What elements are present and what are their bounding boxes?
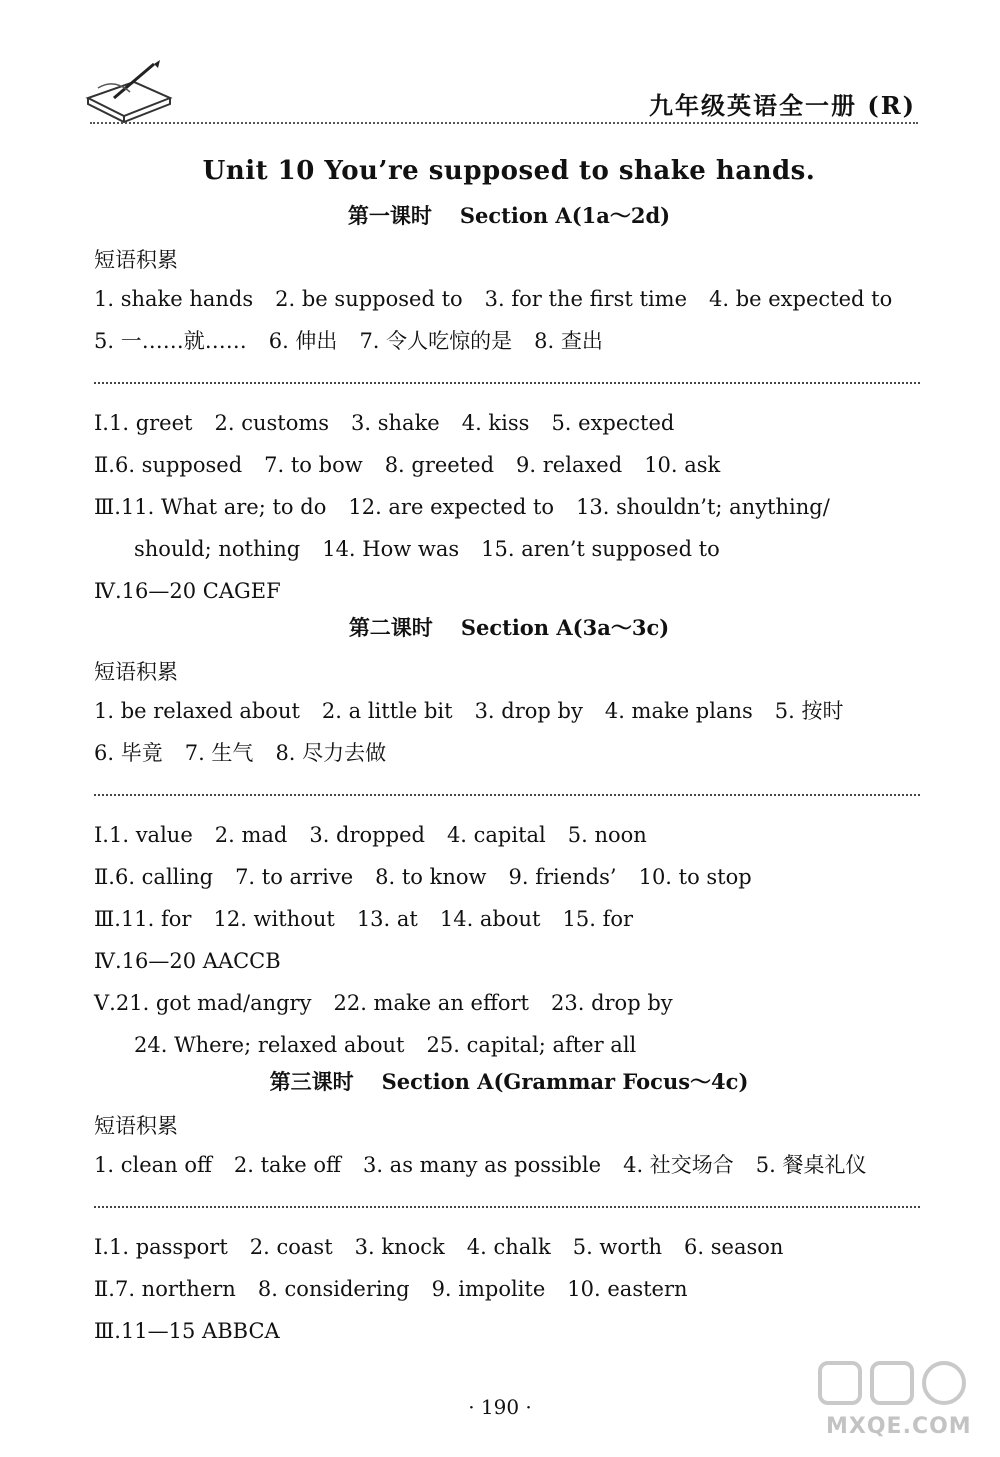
exercise-number: Ⅰ. bbox=[94, 411, 109, 435]
watermark-logo-icon bbox=[810, 1355, 980, 1415]
pen-and-book-logo-icon bbox=[84, 58, 174, 128]
phrase-item: 3. as many as possible bbox=[362, 1153, 602, 1177]
answer-item: 1. greet bbox=[108, 411, 193, 435]
exercise-number: Ⅱ. bbox=[94, 453, 115, 477]
phrase-item: 3. drop by bbox=[474, 699, 583, 723]
lessons-container bbox=[94, 200, 924, 1352]
answer-item: 6. supposed bbox=[114, 453, 243, 477]
answer-item: 8. considering bbox=[257, 1277, 410, 1301]
phrase-line bbox=[94, 690, 924, 732]
page-header bbox=[0, 0, 1000, 140]
exercise-number: Ⅴ. bbox=[94, 991, 116, 1015]
answer-item: 11—15 ABBCA bbox=[120, 1319, 280, 1343]
lesson-title-cn: 第三课时 bbox=[269, 1069, 354, 1094]
answer-item: 2. mad bbox=[214, 823, 288, 847]
site-watermark bbox=[810, 1355, 980, 1445]
lesson-title bbox=[94, 200, 924, 230]
phrase-item: 7. 令人吃惊的是 bbox=[359, 329, 513, 353]
exercise-number: Ⅳ. bbox=[94, 579, 122, 603]
phrase-item: 4. 社交场合 bbox=[623, 1153, 734, 1177]
dotted-separator bbox=[94, 794, 920, 796]
exercise-number: Ⅱ. bbox=[94, 1277, 115, 1301]
dotted-separator bbox=[94, 382, 920, 384]
answer-item: 1. passport bbox=[108, 1235, 228, 1259]
answer-item: 5. noon bbox=[567, 823, 647, 847]
answer-item: 3. shake bbox=[351, 411, 440, 435]
answer-item: 10. ask bbox=[644, 453, 721, 477]
answer-item: 8. greeted bbox=[384, 453, 495, 477]
phrase-item: 2. a little bit bbox=[321, 699, 453, 723]
phrase-item: 7. 生气 bbox=[184, 741, 254, 765]
header-divider bbox=[90, 122, 918, 124]
phrase-item: 2. take off bbox=[233, 1153, 341, 1177]
phrase-section-label: 短语积累 bbox=[94, 248, 178, 272]
answer-item: 23. drop by bbox=[551, 991, 673, 1015]
answer-item: 6. calling bbox=[114, 865, 214, 889]
phrase-section-label: 短语积累 bbox=[94, 660, 178, 684]
answer-item: 21. got mad/angry bbox=[115, 991, 312, 1015]
phrase-item: 5. 按时 bbox=[774, 699, 844, 723]
exercise-line bbox=[94, 528, 924, 570]
book-title: 九年级英语全一册 (R) bbox=[648, 91, 916, 120]
dotted-separator bbox=[94, 1206, 920, 1208]
phrase-item: 6. 毕竟 bbox=[94, 741, 163, 765]
answer-item: 1. value bbox=[108, 823, 193, 847]
answer-item: 14. How was bbox=[322, 537, 460, 561]
exercise-line bbox=[94, 402, 924, 444]
exercise-line bbox=[94, 1310, 924, 1352]
answer-item: 2. coast bbox=[249, 1235, 333, 1259]
answer-item: 10. eastern bbox=[567, 1277, 688, 1301]
exercise-line bbox=[94, 444, 924, 486]
phrase-item: 1. shake hands bbox=[94, 287, 254, 311]
exercise-line bbox=[94, 1226, 924, 1268]
exercise-number: Ⅳ. bbox=[94, 949, 122, 973]
lesson-title-en: Section A(Grammar Focus～4c) bbox=[381, 1069, 749, 1094]
answer-item: 4. kiss bbox=[461, 411, 530, 435]
answer-item: 15. aren’t supposed to bbox=[481, 537, 720, 561]
answer-item: 4. capital bbox=[446, 823, 546, 847]
phrase-item: 4. be expected to bbox=[709, 287, 893, 311]
phrase-item: 1. be relaxed about bbox=[94, 699, 300, 723]
exercise-line bbox=[94, 1024, 924, 1066]
phrase-line bbox=[94, 278, 924, 320]
exercise-line bbox=[94, 570, 924, 612]
answer-item: 9. friends’ bbox=[508, 865, 617, 889]
phrase-item: 5. 餐桌礼仪 bbox=[755, 1153, 867, 1177]
answer-item: 14. about bbox=[439, 907, 541, 931]
answer-item: 8. to know bbox=[375, 865, 487, 889]
exercise-line bbox=[94, 1268, 924, 1310]
answer-item: 11. for bbox=[120, 907, 192, 931]
lesson-title bbox=[94, 612, 924, 642]
answer-item: 12. without bbox=[213, 907, 335, 931]
answer-item: 7. to bow bbox=[264, 453, 363, 477]
answer-item: 3. knock bbox=[354, 1235, 445, 1259]
answer-item: 11. What are; to do bbox=[120, 495, 327, 519]
lesson-title-en: Section A(1a～2d) bbox=[459, 203, 671, 228]
phrase-section-label: 短语积累 bbox=[94, 1114, 178, 1138]
lesson-title-en: Section A(3a～3c) bbox=[460, 615, 670, 640]
answer-content bbox=[94, 150, 924, 1352]
phrase-item: 8. 查出 bbox=[534, 329, 603, 353]
answer-item: 5. worth bbox=[572, 1235, 663, 1259]
exercise-line bbox=[94, 486, 924, 528]
unit-title: Unit 10 You’re supposed to shake hands. bbox=[202, 156, 816, 186]
answer-item: 22. make an effort bbox=[333, 991, 529, 1015]
phrase-line bbox=[94, 732, 924, 774]
lesson-title bbox=[94, 1066, 924, 1096]
answer-item: 2. customs bbox=[214, 411, 330, 435]
answer-item: 3. dropped bbox=[309, 823, 425, 847]
answer-item: 16—20 CAGEF bbox=[121, 579, 281, 603]
page-number: · 190 · bbox=[468, 1395, 532, 1419]
exercise-line bbox=[94, 856, 924, 898]
phrase-item: 5. 一……就…… bbox=[94, 329, 247, 353]
answer-item: should; nothing bbox=[134, 537, 301, 561]
phrase-item: 4. make plans bbox=[604, 699, 753, 723]
exercise-number: Ⅲ. bbox=[94, 907, 121, 931]
phrase-item: 2. be supposed to bbox=[275, 287, 463, 311]
exercise-number: Ⅲ. bbox=[94, 495, 121, 519]
lesson-title-cn: 第二课时 bbox=[348, 615, 433, 640]
exercise-number: Ⅰ. bbox=[94, 1235, 109, 1259]
answer-item: 12. are expected to bbox=[348, 495, 555, 519]
exercise-number: Ⅰ. bbox=[94, 823, 109, 847]
exercise-number: Ⅱ. bbox=[94, 865, 115, 889]
answer-item: 16—20 AACCB bbox=[121, 949, 281, 973]
answer-item: 10. to stop bbox=[638, 865, 752, 889]
watermark-text: MXQE.COM bbox=[826, 1414, 972, 1439]
phrase-item: 8. 尽力去做 bbox=[275, 741, 387, 765]
answer-item: 13. shouldn’t; anything/ bbox=[576, 495, 830, 519]
answer-item: 7. northern bbox=[114, 1277, 236, 1301]
answer-item: 13. at bbox=[356, 907, 418, 931]
answer-item: 6. season bbox=[684, 1235, 784, 1259]
answer-item: 5. expected bbox=[551, 411, 675, 435]
phrase-line bbox=[94, 1144, 924, 1186]
exercise-line bbox=[94, 982, 924, 1024]
phrase-item: 6. 伸出 bbox=[268, 329, 338, 353]
phrase-item: 1. clean off bbox=[94, 1153, 212, 1177]
phrase-item: 3. for the first time bbox=[484, 287, 687, 311]
exercise-line bbox=[94, 814, 924, 856]
answer-item: 9. impolite bbox=[431, 1277, 546, 1301]
lesson-title-cn: 第一课时 bbox=[347, 203, 432, 228]
answer-item: 9. relaxed bbox=[516, 453, 623, 477]
answer-item: 25. capital; after all bbox=[426, 1033, 637, 1057]
answer-item: 7. to arrive bbox=[235, 865, 354, 889]
exercise-line bbox=[94, 940, 924, 982]
answer-item: 4. chalk bbox=[466, 1235, 551, 1259]
exercise-number: Ⅲ. bbox=[94, 1319, 121, 1343]
answer-item: 24. Where; relaxed about bbox=[134, 1033, 405, 1057]
phrase-line bbox=[94, 320, 924, 362]
answer-item: 15. for bbox=[562, 907, 634, 931]
exercise-line bbox=[94, 898, 924, 940]
